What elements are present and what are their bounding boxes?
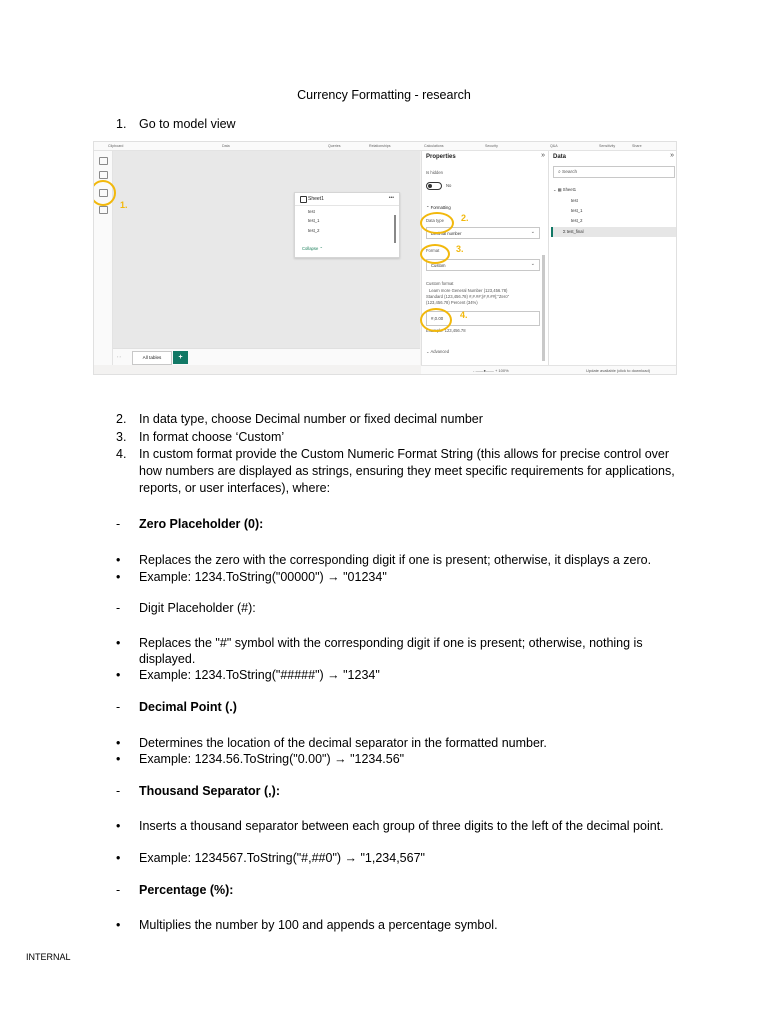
section-title: Zero Placeholder (0): — [139, 517, 264, 531]
step-text: In data type, choose Decimal number or fixed decimal number — [139, 412, 483, 426]
section-heading — [116, 883, 234, 897]
collapse-chevron-icon[interactable]: » — [670, 152, 674, 159]
zoom-slider[interactable]: - ——●—— + 100% — [473, 368, 509, 373]
annotation-circle — [420, 212, 454, 234]
data-type-value: Decimal number — [431, 231, 462, 236]
data-tree-item[interactable]: Σ test_final — [563, 229, 584, 234]
search-placeholder: ⌕ Search — [558, 170, 578, 175]
table-card[interactable] — [294, 192, 400, 258]
list-item-text: Example: 1234567.ToString("#,##0") → "1,234,567" — [139, 851, 425, 865]
more-options-icon[interactable]: ••• — [388, 195, 394, 201]
dash-marker: - — [116, 700, 121, 714]
format-example: Example: 123,456.78 — [426, 328, 466, 333]
data-heading: Data — [553, 154, 567, 160]
table-name: Sheet1 — [308, 196, 324, 202]
layout-tabbar — [113, 348, 420, 365]
section-heading — [116, 517, 264, 531]
section-heading — [116, 700, 237, 714]
dash-marker: - — [116, 601, 121, 615]
custom-format-label: Custom format — [426, 281, 454, 286]
section-title: Decimal Point (.) — [139, 700, 237, 714]
table-field[interactable]: test_1 — [308, 218, 320, 223]
chevron-down-icon: ⌄ — [530, 261, 535, 267]
bullet-marker: • — [116, 851, 121, 865]
bullet-marker: • — [116, 553, 121, 567]
ribbon-label: Data — [222, 144, 230, 148]
is-hidden-label: Is hidden — [426, 170, 443, 175]
toggle-state: No — [446, 183, 452, 188]
step-number: 3. — [116, 430, 127, 444]
annotation-circle — [420, 308, 452, 332]
ribbon-label: Sensitivity — [599, 144, 616, 148]
tab-all-tables[interactable]: All tables — [132, 351, 172, 365]
bullet-marker: • — [116, 668, 121, 682]
step-number: 4. — [116, 447, 127, 461]
ribbon-label: Clipboard — [108, 144, 124, 148]
table-view-icon[interactable] — [99, 171, 108, 179]
section-title: Percentage (%): — [139, 883, 234, 897]
list-item-text: Example: 1234.ToString("#####") → "1234" — [139, 668, 380, 682]
bullet-marker: • — [116, 736, 121, 750]
section-heading — [116, 601, 256, 615]
annotation-label: 2. — [461, 213, 469, 223]
list-item-text: Example: 1234.56.ToString("0.00") → "1234.56" — [139, 752, 405, 766]
advanced-section[interactable]: ⌄ Advanced — [426, 349, 450, 354]
list-item-text: Inserts a thousand separator between each group of three digits to the left of the decimal point. — [139, 819, 664, 833]
chevron-down-icon: ⌄ — [530, 229, 535, 235]
ribbon-label: Relationships — [369, 144, 391, 148]
collapse-chevron-icon[interactable]: » — [541, 152, 545, 159]
step-text: In custom format provide the Custom Numeric Format String (this allows for precise control over how numbers are displayed as strings, ensuring they meet specific requirements for applications, reports, or user interfaces), where: — [139, 447, 675, 495]
format-label: Format — [426, 248, 440, 253]
status-bar — [421, 365, 676, 375]
dash-marker: - — [116, 883, 121, 897]
list-item-text: Replaces the zero with the corresponding digit if one is present; otherwise, it displays a zero. — [139, 553, 652, 567]
dash-marker: - — [116, 517, 121, 531]
section-title: Digit Placeholder (#): — [139, 601, 256, 615]
annotation-circle — [420, 244, 450, 264]
is-hidden-toggle[interactable] — [426, 182, 442, 190]
classification-label: INTERNAL — [26, 952, 71, 962]
data-tree-item[interactable]: test — [571, 198, 578, 203]
list-item-text: Example: 1234.ToString("00000") → "01234" — [139, 570, 387, 584]
card-scrollbar[interactable] — [394, 215, 396, 243]
format-examples-percent: (123,456.78) Percent (34%) — [426, 300, 478, 305]
dax-view-icon[interactable] — [99, 206, 108, 214]
bullet-marker: • — [116, 819, 121, 833]
list-item-text: Multiplies the number by 100 and appends a percentage symbol. — [139, 918, 498, 932]
bullet-marker: • — [116, 752, 121, 766]
list-item-text: Replaces the "#" symbol with the corresponding digit if one is present; otherwise, nothing is displayed. — [139, 636, 643, 666]
custom-format-value: #,0.00 — [431, 316, 444, 321]
model-canvas[interactable] — [113, 151, 420, 348]
data-pane — [548, 151, 677, 365]
annotation-label: 1. — [120, 200, 128, 210]
ribbon-label: Share — [632, 144, 642, 148]
tab-scroll-arrows[interactable]: ‹ › — [117, 354, 121, 359]
report-view-icon[interactable] — [99, 157, 108, 165]
learn-more-link[interactable]: Learn more General Number (123,456.78) — [429, 288, 508, 293]
bullet-marker: • — [116, 636, 121, 650]
document-title: Currency Formatting - research — [297, 88, 471, 102]
step-number: 2. — [116, 412, 127, 426]
step-text: In format choose ‘Custom’ — [139, 430, 285, 444]
model-view-screenshot — [93, 141, 677, 375]
bullet-marker: • — [116, 570, 121, 584]
ribbon-label: Queries — [328, 144, 341, 148]
section-heading — [116, 784, 280, 798]
ribbon-label: Q&A — [550, 144, 558, 148]
properties-heading: Properties — [426, 154, 456, 160]
properties-scrollbar[interactable] — [542, 255, 545, 361]
formatting-section[interactable]: ⌃ Formatting — [426, 205, 451, 210]
data-type-label: Data type — [426, 218, 444, 223]
search-input[interactable] — [553, 166, 675, 178]
ribbon — [94, 142, 676, 151]
ribbon-label: Security — [485, 144, 498, 148]
bullet-marker: • — [116, 918, 121, 932]
data-tree-item[interactable]: test_2 — [571, 218, 583, 223]
list-item-text: Determines the location of the decimal separator in the formatted number. — [139, 736, 547, 750]
data-tree-item[interactable]: test_1 — [571, 208, 583, 213]
ribbon-label: Calculations — [424, 144, 444, 148]
update-notice[interactable]: Update available (click to download) — [586, 368, 651, 373]
collapse-link[interactable]: Collapse ⌃ — [302, 246, 323, 251]
data-tree-item[interactable]: ⌄ ▦ Sheet1 — [553, 187, 577, 192]
step-text: Go to model view — [139, 117, 236, 131]
step-number: 1. — [116, 117, 127, 131]
annotation-label: 4. — [460, 310, 468, 320]
format-value: Custom — [431, 263, 446, 268]
annotation-label: 3. — [456, 244, 464, 254]
table-field[interactable]: test_2 — [308, 228, 320, 233]
table-field[interactable]: test — [308, 209, 315, 214]
add-layout-button[interactable]: + — [173, 351, 188, 364]
dash-marker: - — [116, 784, 121, 798]
table-card-header — [295, 193, 399, 206]
format-examples: Standard (123,456.78) #,#.##;(#,#.##);"Zero" — [426, 294, 510, 299]
section-title: Thousand Separator (,): — [139, 784, 280, 798]
table-icon — [300, 196, 307, 203]
